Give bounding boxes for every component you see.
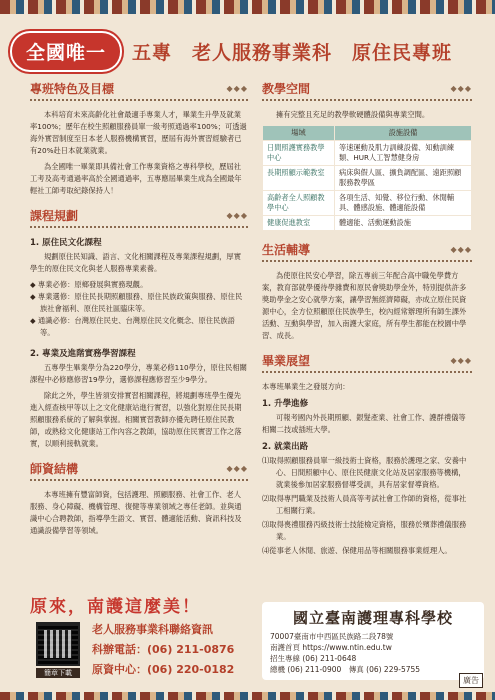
qr-block[interactable]	[36, 622, 80, 678]
courses-bullet: ◆ 專業必修：原鄉發展與實務現觀。	[30, 280, 148, 289]
table-row	[263, 216, 472, 231]
switchboard-phone: 總機 (06) 211-0900 傳真 (06) 229-5755	[270, 665, 421, 674]
list-item: ⑷從事老人休閒、旅遊、保健用品等相關服務事業經理人。	[262, 546, 452, 555]
table-cell: 病床與假人區、擴負調配區、遠距照顧服務教學區	[335, 166, 472, 191]
qr-code-icon[interactable]	[36, 622, 80, 666]
space-section	[262, 80, 472, 231]
courses-bullet: ◆ 專業選修：原住民長期照顧服務、原住民族政策與服務、原住民族社會福利、原住民社區臨床等。	[30, 292, 243, 313]
space-heading: 教學空間 ◆◆◆	[262, 80, 472, 101]
contact-title: 老人服務事業科聯絡資訊	[92, 623, 213, 636]
features-section	[30, 80, 248, 197]
teachers-paragraph: 本專班擁有豐富師資，包括護理、照顧服務、社會工作、老人服務、身心障礙、機構管理、復健等專業領域之專任老師。並與通識中心合聘教師，指導學生語文、實習、體適能活動、資訊科技及通識設備學習等領域。	[30, 490, 242, 535]
title-pill: 全國唯一	[12, 33, 120, 70]
contact-info	[92, 620, 234, 680]
table-cell: 體適能、活動運動設施	[335, 216, 472, 231]
title-bar	[12, 32, 483, 70]
table-cell: 等速運動及肌力訓練設備、知動訓練類、HUR人工智慧健身房	[335, 141, 472, 166]
features-paragraph: 本科培育未來高齡化社會最適手專業人才，畢業生升學及就業率100%；歷年在校生照顧服務員單一級考照通過率100%；可透過海外實習制度至日本老人服務機構實習，歷屆有海外實習經驗者已有20%赴日本就業就業。	[30, 110, 247, 155]
dept-phone: 原資中心：(06) 220-0182	[92, 663, 235, 676]
list-item: ⑶取得喪禮服務丙級技術士技能檢定資格，服務於殯葬禮儀服務業。	[262, 520, 467, 541]
slogan: 原來，南護這麼美！	[30, 597, 201, 617]
school-website[interactable]: 南護首頁 https://www.ntin.edu.tw	[270, 643, 392, 652]
life-section	[262, 241, 472, 342]
prospects-heading: 畢業展望 ◆◆◆	[262, 352, 472, 373]
left-column	[30, 80, 248, 547]
table-header: 設施設備	[335, 126, 472, 141]
courses-sub2-paragraph: 五專學生畢業學分為220學分，專業必修110學分，原住民相關課程中必修應修習19學分，選修課程應修習至少9學分。	[30, 363, 247, 384]
table-cell: 各項生活、知覺、移位行動、休閒輔具、體感設施、體適能設備	[335, 191, 472, 216]
list-item: ⑵取得專門職業及技術人員高等考試社會工作師的資格，從事社工相關行業。	[262, 494, 467, 515]
page-title: 五專 老人服務事業科 原住民專班	[132, 41, 453, 64]
list-item: ⑴取得照顧服務員單一級技術士資格，服務於護理之家、安養中心、日間照顧中心、原住民健康文化站及居家服務等機構，就業後參加居家服務督導受訓，具有居家督導資格。	[262, 456, 467, 489]
school-address: 70007臺南市中西區民族路二段78號	[270, 632, 394, 641]
table-cell: 長期照顧示範教室	[263, 166, 335, 191]
courses-sub1-paragraph: 規劃原住民知識、語言、文化相關課程及專業課程規劃，厚實學生的原住民文化與老人服務專業素養。	[30, 252, 242, 273]
table-cell: 日間照護實務教學中心	[263, 141, 335, 166]
table-header: 場域	[263, 126, 335, 141]
school-name: 國立臺南護理專科學校	[292, 609, 453, 627]
top-pattern-stripe	[0, 0, 495, 14]
teachers-section	[30, 460, 248, 537]
prospects-sub2-title: 2. 就業出路	[262, 442, 309, 452]
table-row	[263, 166, 472, 191]
prospects-sub1-title: 1. 升學進修	[262, 399, 309, 409]
teachers-heading: 師資結構 ◆◆◆	[30, 460, 248, 481]
life-heading: 生活輔導 ◆◆◆	[262, 241, 472, 262]
bottom-pattern-stripe	[0, 692, 495, 700]
right-column	[262, 80, 472, 567]
courses-bullet: ◆ 通識必修：台灣原住民史、台灣原住民文化概念、原住民族語等。	[30, 316, 235, 337]
courses-heading: 課程規劃 ◆◆◆	[30, 207, 248, 228]
features-heading: 專班特色及目標 ◆◆◆	[30, 80, 248, 101]
qr-label: 簡章下載	[36, 668, 80, 678]
prospects-intro: 本專班畢業生之發展方向：	[262, 382, 350, 391]
table-cell: 高齡者全人照顧教學中心	[263, 191, 335, 216]
table-header-row	[263, 126, 472, 141]
life-paragraph: 為使原住民安心學習，除五專前三年配合高中職免學費方案，教育部就學優待學雜費和原民會獎助學金外，特別提供許多獎助學金之安心就學方案，讓學習無經濟障礙，亦成立原住民資源中心，全方位照顧原住民族學生，校內經常辦理所有師生課外活動、互動與學習，加入南護大家庭，所有學生都能在校園中學習、成長。	[262, 271, 467, 340]
admission-phone: 招生專線 (06) 211-0648	[270, 654, 357, 663]
features-paragraph: 為全國唯一畢業即具備社會工作專業資格之專科學校，歷屆社工考及高考通過率高於全國通過率，五專應屆畢業生成為全國最年輕社工師考取紀錄保持人！	[30, 162, 242, 195]
ad-badge: 廣告	[459, 673, 483, 688]
space-intro: 擁有完整且充足的教學軟硬體設備與專業空間。	[276, 110, 430, 119]
courses-sub2-title: 2. 專業及進階實務學習課程	[30, 349, 136, 359]
courses-section	[30, 207, 248, 450]
table-row	[263, 141, 472, 166]
courses-sub1-title: 1. 原住民文化課程	[30, 238, 102, 248]
table-row	[263, 191, 472, 216]
prospects-section	[262, 352, 472, 557]
space-table	[262, 125, 472, 231]
office-phone: 科辦電話：(06) 211-0876	[92, 643, 235, 656]
prospects-sub1-paragraph: 可報考國內外長期照顧、銀髮產業、社會工作、護群禮儀等相關二技或插班大學。	[262, 413, 466, 434]
table-cell: 健康促進教室	[263, 216, 335, 231]
courses-sub2-paragraph: 除此之外，學生皆須安排實習相關課程，將規劃專班學生優先進入經查核甲等以上之文化健康站進行實習，以強化對原住民長期照顧服務系統的了解與掌握。相關實習教師亦優先聘任原住民教師，或熟稔文化健康站工作內容之教師，協助原住民實習工作之落實，以順利接軌就業。	[30, 391, 242, 448]
school-info-box	[262, 602, 484, 680]
